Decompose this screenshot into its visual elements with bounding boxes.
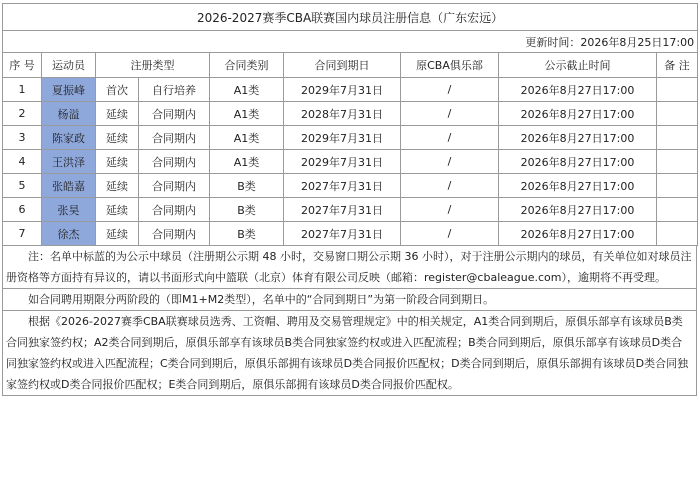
cell-deadline: 2026年8月27日17:00 [499,174,657,198]
cell-player: 陈家政 [42,126,96,150]
cell-contract-type: A1类 [210,150,284,174]
notes-section [2,246,697,396]
cell-contract-end: 2027年7月31日 [284,222,401,246]
cell-index: 7 [3,222,42,246]
cell-former-club: / [401,78,499,102]
cell-former-club: / [401,102,499,126]
cell-reg2: 合同期内 [139,174,210,198]
cell-former-club: / [401,222,499,246]
cell-deadline: 2026年8月27日17:00 [499,150,657,174]
cell-contract-end: 2029年7月31日 [284,150,401,174]
cell-deadline: 2026年8月27日17:00 [499,78,657,102]
cell-deadline: 2026年8月27日17:00 [499,222,657,246]
note-contract-stage: 如合同聘用期限分两阶段的（即M1+M2类型），名单中的“合同到期日”为第一阶段合同到期日。 [3,288,696,310]
cell-player: 张昊 [42,198,96,222]
cell-player: 王洪泽 [42,150,96,174]
registration-table [2,3,698,246]
cell-contract-end: 2028年7月31日 [284,102,401,126]
cell-deadline: 2026年8月27日17:00 [499,198,657,222]
cell-player: 夏振峰 [42,78,96,102]
cell-contract-type: B类 [210,174,284,198]
note-publicity: 注：名单中标蓝的为公示中球员（注册期公示期 48 小时，交易窗口期公示期 36 小时），对于注册公示期内的球员，有关单位如对球员注册资格等方面持有异议的，请以书面形式向中篮联（北京）体育有限公司反映（邮箱：register@cbaleague.com），逾期将不再受理。 [6,250,692,284]
cell-index: 5 [3,174,42,198]
table-row [3,78,698,102]
cell-reg2: 合同期内 [139,222,210,246]
header-index: 序 号 [3,53,42,78]
cell-deadline: 2026年8月27日17:00 [499,102,657,126]
cell-contract-type: A1类 [210,126,284,150]
registration-sheet [2,3,697,396]
cell-reg1: 延续 [96,174,139,198]
cell-remark [657,174,698,198]
header-contract-end: 合同到期日 [284,53,401,78]
cell-remark [657,126,698,150]
cell-contract-type: A1类 [210,102,284,126]
cell-remark [657,150,698,174]
cell-contract-type: A1类 [210,78,284,102]
cell-remark [657,198,698,222]
cell-reg2: 自行培养 [139,78,210,102]
cell-reg2: 合同期内 [139,102,210,126]
cell-deadline: 2026年8月27日17:00 [499,126,657,150]
cell-reg2: 合同期内 [139,150,210,174]
cell-reg1: 首次 [96,78,139,102]
cell-contract-end: 2027年7月31日 [284,198,401,222]
cell-reg1: 延续 [96,126,139,150]
table-row [3,126,698,150]
cell-player: 杨溢 [42,102,96,126]
page-title: 2026-2027赛季CBA联赛国内球员注册信息（广东宏远） [3,4,698,31]
cell-index: 6 [3,198,42,222]
cell-contract-type: B类 [210,222,284,246]
cell-remark [657,102,698,126]
table-row [3,198,698,222]
cell-former-club: / [401,174,499,198]
cell-reg1: 延续 [96,198,139,222]
cell-contract-type: B类 [210,198,284,222]
cell-remark [657,78,698,102]
cell-contract-end: 2029年7月31日 [284,126,401,150]
cell-former-club: / [401,126,499,150]
cell-player: 徐杰 [42,222,96,246]
cell-reg1: 延续 [96,102,139,126]
cell-reg1: 延续 [96,222,139,246]
header-remark: 备 注 [657,53,698,78]
cell-contract-end: 2029年7月31日 [284,78,401,102]
header-reg-type: 注册类型 [96,53,210,78]
cell-former-club: / [401,150,499,174]
cell-reg2: 合同期内 [139,126,210,150]
header-contract-type: 合同类别 [210,53,284,78]
cell-reg2: 合同期内 [139,198,210,222]
table-header [3,53,698,78]
cell-player: 张皓嘉 [42,174,96,198]
cell-index: 4 [3,150,42,174]
cell-contract-end: 2027年7月31日 [284,174,401,198]
header-deadline: 公示截止时间 [499,53,657,78]
cell-remark [657,222,698,246]
table-row [3,150,698,174]
cell-index: 1 [3,78,42,102]
cell-index: 3 [3,126,42,150]
cell-former-club: / [401,198,499,222]
update-time: 更新时间：2026年8月25日17:00 [3,31,698,53]
cell-reg1: 延续 [96,150,139,174]
header-former-club: 原CBA俱乐部 [401,53,499,78]
header-player: 运动员 [42,53,96,78]
cell-index: 2 [3,102,42,126]
note-regulations: 根据《2026-2027赛季CBA联赛球员选秀、工资帽、聘用及交易管理规定》中的相关规定，A1类合同到期后，原俱乐部享有该球员B类合同独家签约权；A2类合同到期后，原俱乐部享有该球员B类合同独家签约权或进入匹配流程；B类合同到期后，原俱乐部享有该球员D类合同独家签约权或进入匹配流程；C类合同到期后，原俱乐部拥有该球员D类合同报价匹配权；D类合同到期后，原俱乐部拥有该球员D类合同独家签约权或D类合同报价匹配权；E类合同到期后，原俱乐部拥有该球员D类合同报价匹配权。 [3,310,696,395]
table-row [3,102,698,126]
table-row [3,174,698,198]
table-row [3,222,698,246]
